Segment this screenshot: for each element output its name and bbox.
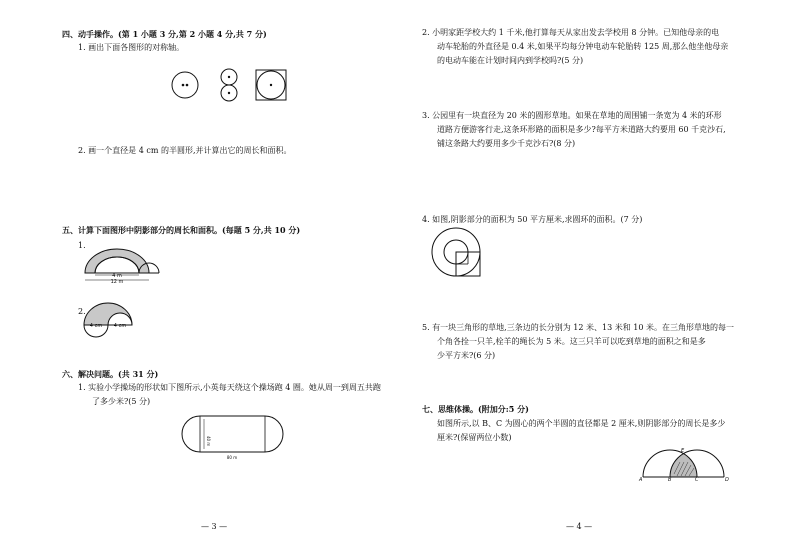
r-q5-line2: 个角各拴一只羊,栓羊的绳长为 5 米。这三只羊可以吃到草地的面积之和是多 bbox=[437, 337, 706, 346]
r-q3-line3: 铺这条路大约要用多少千克沙石?(8 分) bbox=[437, 139, 576, 148]
figure-circle-in-square bbox=[256, 70, 286, 100]
s5-q1-label-a: 4 m bbox=[112, 273, 122, 279]
page-number-right: — 4 — bbox=[566, 522, 593, 531]
point-b-label: B bbox=[668, 477, 672, 483]
s4-q2-text: 2. 画一个直径是 4 cm 的半圆形,并计算出它的周长和面积。 bbox=[78, 146, 292, 155]
playground-track-figure bbox=[180, 410, 290, 460]
r-q4-line1: 4. 如图,阴影部分的面积为 50 平方厘米,求圆环的面积。(7 分) bbox=[422, 215, 643, 224]
r-q5-line1: 5. 有一块三角形的草地,三条边的长分别为 12 米、13 米和 10 米。在三角形草地的每一 bbox=[422, 323, 734, 332]
s5-q1-figure bbox=[80, 245, 170, 285]
s6-q1-line2: 了多少米?(5 分) bbox=[92, 397, 151, 406]
figure-two-dots-circle bbox=[172, 72, 198, 98]
s6-q1-line1: 1. 实验小学操场的形状如下图所示,小英每天绕这个操场跑 4 圈。她从周一到周五共跑 bbox=[78, 383, 381, 392]
r-q3-line1: 3. 公园里有一块直径为 20 米的圆形草地。如果在草地的周围铺一条宽为 4 米的环形 bbox=[422, 111, 722, 120]
r-q3-line2: 道路方便游客行走,这条环形路的面积是多少?每平方米道路大约要用 60 千克沙石, bbox=[437, 125, 726, 134]
track-height-label: 40 m bbox=[206, 436, 211, 447]
symmetry-figures bbox=[160, 65, 290, 105]
s4-q1-text: 1. 画出下面各图形的对称轴。 bbox=[78, 43, 185, 52]
point-e-label: E bbox=[681, 448, 685, 454]
r-s7-line1: 如图所示,以 B、C 为圆心的两个半圆的直径都是 2 厘米,则阴影部分的周长是多少 bbox=[437, 419, 726, 428]
point-a-label: A bbox=[639, 477, 643, 483]
r-q2-line1: 2. 小明家距学校大约 1 千米,他打算每天从家出发去学校用 8 分钟。已知他母亲的电 bbox=[422, 28, 720, 37]
s5-q2-figure bbox=[80, 300, 140, 340]
ring-with-square-figure bbox=[432, 228, 492, 288]
r-q2-line2: 动车轮胎的外直径是 0.4 米,如果平均每分钟电动车轮胎转 125 周,那么他坐他母亲 bbox=[437, 42, 729, 51]
figure-stacked-circles bbox=[221, 69, 237, 101]
r-q2-line3: 的电动车能在计划时间内到学校吗?(5 分) bbox=[437, 56, 584, 65]
two-semicircles-figure bbox=[636, 440, 736, 482]
section-7-title: 七、思维体操。(附加分:5 分) bbox=[422, 404, 529, 414]
track-width-label: 80 m bbox=[226, 455, 238, 460]
point-c-label: C bbox=[695, 477, 699, 483]
section-4-title: 四、动手操作。(第 1 小题 3 分,第 2 小题 4 分,共 7 分) bbox=[62, 29, 267, 39]
s5-q2-label-b: 4 cm bbox=[113, 323, 127, 329]
section-5-title: 五、计算下面图形中阴影部分的周长和面积。(每题 5 分,共 10 分) bbox=[62, 225, 301, 235]
s5-q1-number: 1. bbox=[78, 241, 86, 250]
s5-q2-label-a: 4 cm bbox=[89, 323, 103, 329]
s5-q1-label-b: 12 m bbox=[110, 279, 124, 285]
r-s7-line2: 厘米?(保留两位小数) bbox=[437, 433, 512, 442]
section-6-title: 六、解决问题。(共 31 分) bbox=[62, 369, 159, 379]
r-q5-line3: 少平方米?(6 分) bbox=[437, 351, 496, 360]
page-number-left: — 3 — bbox=[201, 522, 228, 531]
point-d-label: D bbox=[725, 477, 729, 483]
s5-q2-number: 2. bbox=[78, 307, 86, 316]
